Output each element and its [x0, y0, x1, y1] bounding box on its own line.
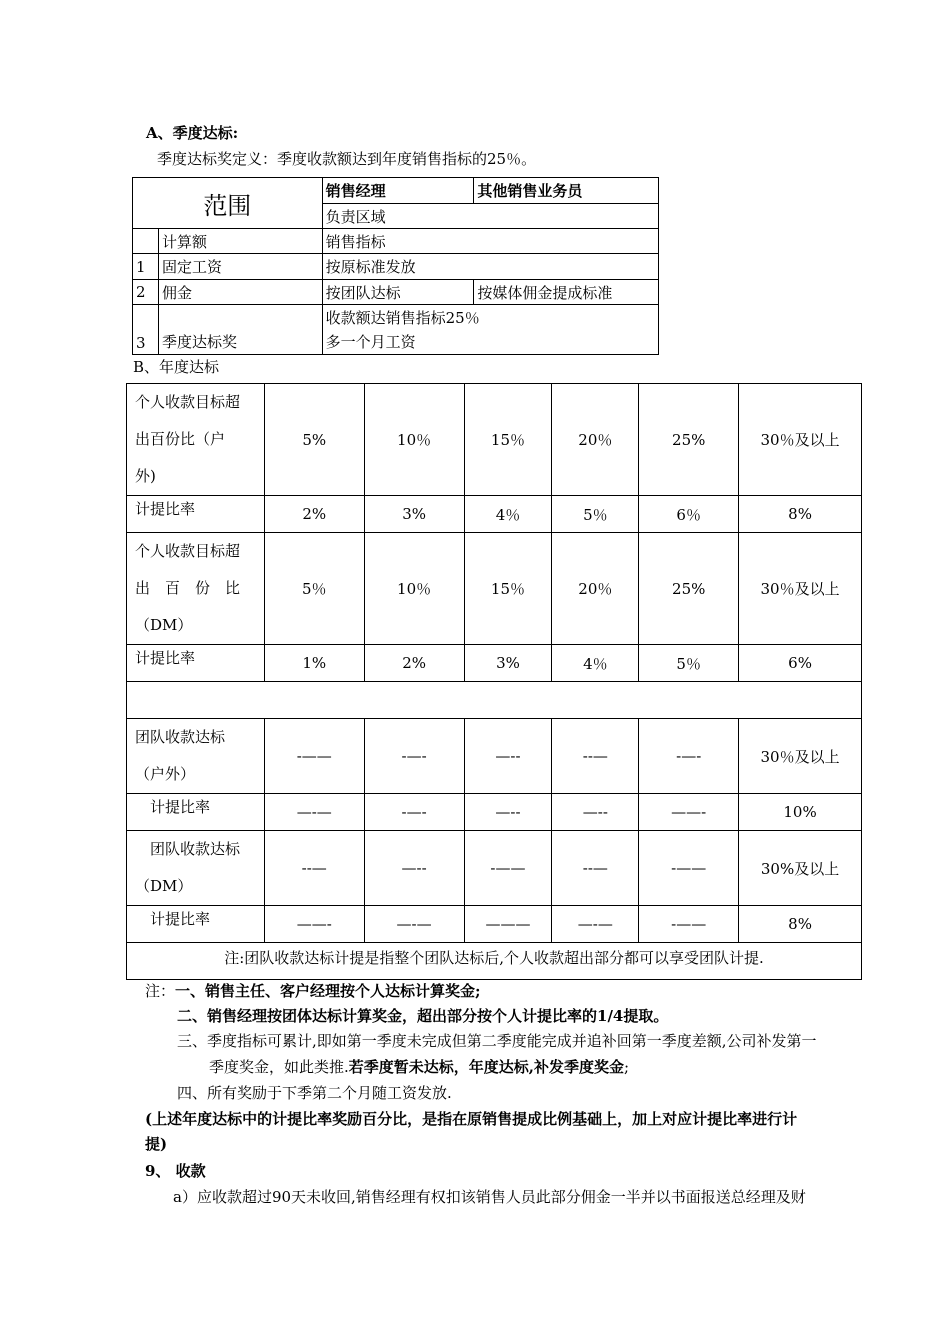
cell: 10％ — [364, 533, 464, 645]
row-item: 佣金 — [158, 280, 322, 305]
cell: 5％ — [552, 496, 639, 533]
cell: 30％及以上 — [739, 719, 862, 794]
cell: 25% — [639, 384, 739, 496]
row-value: 按原标准发放 — [322, 254, 658, 280]
note-3-line1: 三、季度指标可累计,即如第一季度未完成但第二季度能完成并追补回第一季度差额,公司补发第一 — [177, 1032, 817, 1050]
cell: —-- — [464, 719, 552, 794]
cell: 10％ — [364, 384, 464, 496]
sales-target: 销售指标 — [322, 229, 658, 254]
note-3-end: ; — [624, 1058, 630, 1076]
row-label: 外) — [135, 467, 156, 485]
cell: —-— — [552, 906, 639, 943]
cell: —-- — [464, 794, 552, 831]
note-4: 四、所有奖励于下季第二个月随工资发放. — [177, 1084, 452, 1102]
cell: 10% — [739, 794, 862, 831]
cell: -—- — [364, 794, 464, 831]
cell: 4％ — [464, 496, 552, 533]
cell: —-— — [364, 906, 464, 943]
cell: 8% — [739, 906, 862, 943]
empty-row — [127, 682, 862, 719]
scope-label: 范围 — [133, 178, 323, 229]
row-label: 计提比率 — [127, 906, 265, 943]
note-1: 一、销售主任、客户经理按个人达标计算奖金; — [175, 982, 481, 1000]
cell: 5％ — [639, 645, 739, 682]
cell: ——- — [639, 794, 739, 831]
cell: 20％ — [552, 533, 639, 645]
cell: 6％ — [639, 496, 739, 533]
cell: 5％ — [264, 533, 364, 645]
row-item: 季度达标奖 — [158, 305, 322, 355]
row-number: 1 — [133, 254, 159, 280]
cell: —-- — [364, 831, 464, 906]
cell: -—- — [364, 719, 464, 794]
section-9-a: a）应收款超过90天未收回,销售经理有权扣该销售人员此部分佣金一半并以书面报送总经理及财 — [173, 1188, 806, 1206]
cell: 3% — [464, 645, 552, 682]
cell: ——- — [264, 906, 364, 943]
annual-table — [126, 383, 862, 980]
cell: 20％ — [552, 384, 639, 496]
responsible-area: 负责区域 — [322, 204, 658, 229]
cell: 30%及以上 — [739, 831, 862, 906]
cell: —-— — [264, 794, 364, 831]
row-value-manager: 按团队达标 — [322, 280, 474, 305]
cell: 5% — [264, 384, 364, 496]
row-value-line2: 多一个月工资 — [325, 332, 416, 351]
cell: ——— — [464, 906, 552, 943]
row-value-other: 按媒体佣金提成标准 — [474, 280, 659, 305]
cell: 2% — [264, 496, 364, 533]
col-sales-manager: 销售经理 — [322, 178, 474, 204]
row-label: 团队收款达标 — [135, 728, 226, 746]
cell: —-- — [552, 794, 639, 831]
remark-line2: 提) — [145, 1135, 168, 1153]
calc-label: 计算额 — [158, 229, 322, 254]
cell: 15％ — [464, 384, 552, 496]
row-label: （户外） — [135, 765, 196, 783]
cell: 2% — [364, 645, 464, 682]
cell: 15％ — [464, 533, 552, 645]
cell: --— — [552, 831, 639, 906]
row-number: 3 — [133, 305, 159, 355]
cell: 30％及以上 — [739, 533, 862, 645]
cell: 8% — [739, 496, 862, 533]
cell: --— — [552, 719, 639, 794]
row-label: 计提比率 — [127, 645, 265, 682]
cell: -—— — [264, 719, 364, 794]
cell: 1% — [264, 645, 364, 682]
row-label: 计提比率 — [127, 496, 265, 533]
section-a-heading: A、季度达标: — [146, 124, 239, 142]
col-other-sales: 其他销售业务员 — [474, 178, 659, 204]
cell: 3% — [364, 496, 464, 533]
note-2: 二、销售经理按团体达标计算奖金，超出部分按个人计提比率的1/4提取。 — [177, 1007, 669, 1025]
cell: -—— — [639, 831, 739, 906]
table-note: 注:团队收款达标计提是指整个团队达标后,个人收款超出部分都可以享受团队计提. — [127, 943, 862, 980]
row-number: 2 — [133, 280, 159, 305]
section-b-heading: B、年度达标 — [133, 358, 220, 376]
cell: -—- — [639, 719, 739, 794]
row-label: 个人收款目标超 — [135, 393, 241, 411]
note-3-bold: 若季度暂未达标，年度达标,补发季度奖金 — [348, 1058, 625, 1076]
quarterly-table — [132, 177, 659, 355]
cell: 4％ — [552, 645, 639, 682]
row-label: 出 百 份 比 — [135, 579, 241, 597]
row-item: 固定工资 — [158, 254, 322, 280]
cell: -—— — [464, 831, 552, 906]
row-label: 团队收款达标 — [135, 840, 241, 858]
cell: --— — [264, 831, 364, 906]
note-3-line2: 季度奖金，如此类推. — [209, 1058, 349, 1076]
row-label: 个人收款目标超 — [135, 542, 241, 560]
cell: 25% — [639, 533, 739, 645]
section-9-heading: 9、 收款 — [145, 1162, 206, 1180]
row-label: （DM） — [135, 616, 193, 634]
remark-line1: (上述年度达标中的计提比率奖励百分比，是指在原销售提成比例基础上，加上对应计提比率进行计 — [145, 1110, 798, 1128]
cell: -—— — [639, 906, 739, 943]
row-label: 计提比率 — [127, 794, 265, 831]
cell: 30％及以上 — [739, 384, 862, 496]
notes-prefix: 注： — [145, 982, 176, 1000]
section-a-definition: 季度达标奖定义：季度收款额达到年度销售指标的25％。 — [157, 150, 537, 168]
row-label: （DM） — [135, 877, 193, 895]
row-value-line1: 收款额达销售指标25％ — [325, 308, 480, 327]
row-label: 出百份比（户 — [135, 430, 226, 448]
cell: 6% — [739, 645, 862, 682]
